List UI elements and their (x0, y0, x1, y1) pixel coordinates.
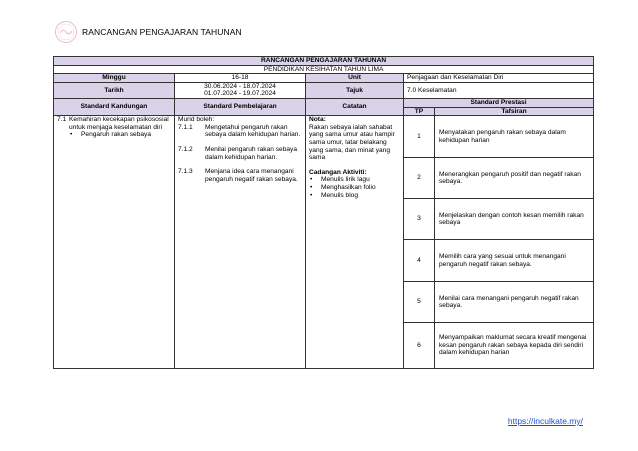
aktiviti-label: Cadangan Aktiviti: (309, 168, 367, 176)
tajuk-value: 7.0 Keselamatan (404, 82, 594, 98)
tarikh-value-1: 30.06.2024 - 18.07.2024 (204, 82, 276, 90)
tp-3: 3 (404, 199, 435, 240)
sk-code: 7.1 (57, 116, 67, 124)
standard-pembelajaran-cell (175, 116, 306, 369)
minggu-label: Minggu (54, 74, 175, 83)
col-header-sp: Standard Pembelajaran (175, 98, 306, 115)
sp-intro: Murid boleh: (178, 116, 215, 124)
tp-2: 2 (404, 158, 435, 199)
aktiviti-item: • Menulis lirik lagu (309, 176, 400, 184)
tp-4: 4 (404, 240, 435, 282)
col-header-prestasi: Standard Prestasi (404, 98, 594, 107)
aktiviti-item: • Menghasilkan folio (309, 184, 400, 192)
aktiviti-item: • Menulis blog (309, 192, 400, 200)
sk-bullet: • Pengaruh rakan sebaya (69, 131, 171, 139)
minggu-value: 16-18 (175, 74, 306, 83)
rpt-table (53, 56, 594, 369)
tafsiran-6: Menyampaikan maklumat secara kreatif mengenai kesan pengaruh rakan sebaya kepada diri sendiri dalam kehidupan harian (435, 323, 594, 369)
col-header-tp: TP (404, 107, 435, 116)
page-header-title: RANCANGAN PENGAJARAN TAHUNAN (82, 27, 242, 37)
catatan-cell (306, 116, 404, 369)
table-title: RANCANGAN PENGAJARAN TAHUNAN (54, 57, 594, 66)
tafsiran-2: Menerangkan pengaruh positif dan negatif rakan sebaya. (435, 158, 594, 199)
standard-kandungan-cell (54, 116, 175, 369)
tafsiran-5: Menilai cara menangani pengaruh negatif rakan sebaya. (435, 282, 594, 323)
nota-label: Nota: (309, 116, 326, 124)
footer-link[interactable]: https://inculkate.my/ (507, 416, 583, 426)
sp-item-2: 7.1.2 Menilai pengaruh rakan sebaya dalam kehidupan harian. (178, 145, 298, 161)
tp-5: 5 (404, 282, 435, 323)
tafsiran-4: Memilih cara yang sesuai untuk menangani pengaruh negatif rakan sebaya. (435, 240, 594, 282)
logo-icon (54, 20, 78, 44)
unit-label: Unit (306, 74, 404, 83)
col-header-sk: Standard Kandungan (54, 98, 175, 115)
tp-6: 6 (404, 323, 435, 369)
table-subtitle: PENDIDIKAN KESIHATAN TAHUN LIMA (54, 65, 594, 74)
sp-item-3: 7.1.3 Menjana idea cara menangani pengaruh negatif rakan sebaya. (178, 168, 298, 183)
sk-text: Kemahiran kecekapan psikososial untuk menjaga keselamatan diri (69, 116, 169, 131)
tafsiran-3: Menjelaskan dengan contoh kesan memilih rakan sebaya (435, 199, 594, 240)
tarikh-label: Tarikh (54, 82, 175, 98)
nota-text: Rakan sebaya ialah sahabat yang sama umur atau hampir sama umur, latar belakang yang sama, dan minat yang sama (309, 123, 395, 162)
sp-item-1: 7.1.1 Mengetahui pengaruh rakan sebaya dalam kehidupan harian. (178, 123, 301, 139)
tafsiran-1: Menyatakan pengaruh rakan sebaya dalam kehidupan harian (435, 116, 594, 158)
tp-1: 1 (404, 116, 435, 158)
tarikh-values (175, 82, 306, 98)
tarikh-value-2: 01.07.2024 - 19.07.2024 (204, 90, 276, 98)
tajuk-label: Tajuk (306, 82, 404, 98)
unit-value: Penjagaan dan Keselamatan Diri (404, 74, 594, 83)
col-header-tafsiran: Tafsiran (435, 107, 594, 116)
col-header-catatan: Catatan (306, 98, 404, 115)
